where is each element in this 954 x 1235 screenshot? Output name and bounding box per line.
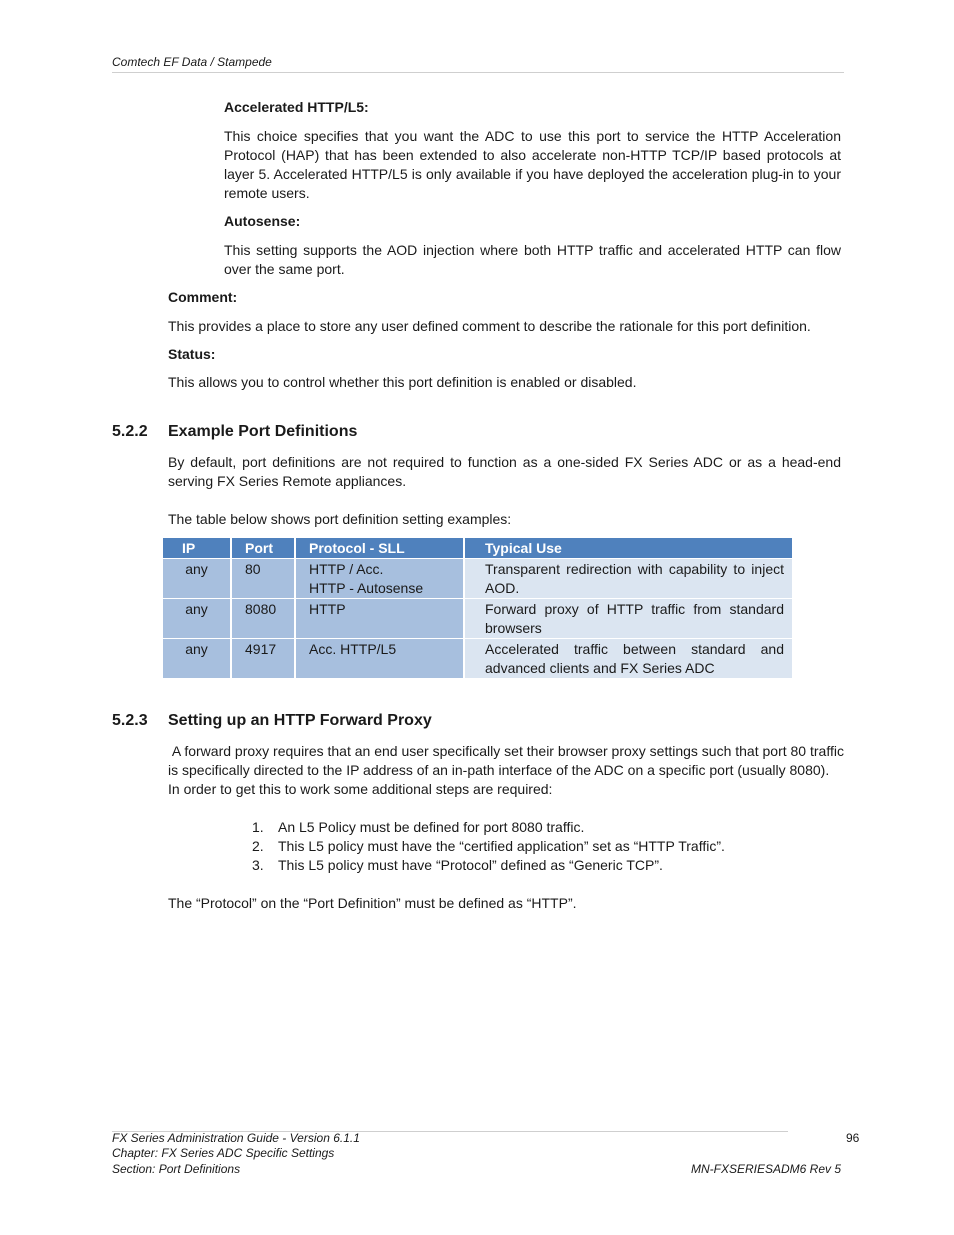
cell-protocol-line1: HTTP <box>309 601 346 617</box>
cell-ip: any <box>163 559 231 599</box>
autosense-label: Autosense: <box>224 213 301 229</box>
section-522-para2: The table below shows port definition setting examples: <box>168 511 512 527</box>
cell-ip: any <box>163 639 231 679</box>
header-ip: IP <box>163 538 231 559</box>
section-523-title: Setting up an HTTP Forward Proxy <box>168 712 432 729</box>
step-text: This L5 policy must have the “certified application” set as “HTTP Traffic”. <box>278 838 725 854</box>
step-number: 1. <box>252 819 264 835</box>
cell-protocol <box>295 639 464 679</box>
section-523-para1: A forward proxy requires that an end user specifically set their browser proxy settings such that port 80 traffic is specifically directed to the IP address of an in-path interface of the ADC on a specific port (usually 8080). In order to get this to work some additional steps are required: <box>168 743 848 797</box>
cell-port: 8080 <box>231 599 295 639</box>
step-number: 2. <box>252 838 264 854</box>
table-header-row <box>163 538 792 559</box>
cell-protocol-line1: Acc. HTTP/L5 <box>309 641 397 657</box>
page-number: 96 <box>846 1131 860 1145</box>
step-text: This L5 policy must have “Protocol” defined as “Generic TCP”. <box>278 857 663 873</box>
page-header: Comtech EF Data / Stampede <box>112 55 272 69</box>
status-body: This allows you to control whether this port definition is enabled or disabled. <box>168 374 637 390</box>
list-item <box>252 837 725 856</box>
step-number: 3. <box>252 857 264 873</box>
comment-body: This provides a place to store any user defined comment to describe the rationale for this port definition. <box>168 318 811 334</box>
table-row <box>163 559 792 599</box>
cell-protocol-line2: HTTP - Autosense <box>309 580 424 596</box>
cell-typical-use: Forward proxy of HTTP traffic from standard browsers <box>464 599 792 639</box>
header-port: Port <box>231 538 295 559</box>
comment-label: Comment: <box>168 289 238 305</box>
section-523-number: 5.2.3 <box>112 712 148 729</box>
table-row <box>163 599 792 639</box>
port-definitions-table <box>163 538 792 679</box>
header-typical-use: Typical Use <box>464 538 792 559</box>
section-522-para1: By default, port definitions are not required to function as a one-sided FX Series ADC or as a head-end serving FX Series Remote appliances. <box>168 454 841 489</box>
status-label: Status: <box>168 346 216 362</box>
footer-line1: FX Series Administration Guide - Version 6.1.1 <box>112 1131 360 1145</box>
header-rule <box>112 72 844 73</box>
document-id: MN-FXSERIESADM6 Rev 5 <box>690 1162 841 1176</box>
cell-protocol <box>295 599 464 639</box>
header-protocol: Protocol - SLL <box>295 538 464 559</box>
cell-protocol-line1: HTTP / Acc. <box>309 561 384 577</box>
section-523-para2: The “Protocol” on the “Port Definition” must be defined as “HTTP”. <box>168 895 577 911</box>
list-item <box>252 856 725 875</box>
cell-typical-use: Accelerated traffic between standard and advanced clients and FX Series ADC <box>464 639 792 679</box>
cell-protocol <box>295 559 464 599</box>
accel-label: Accelerated HTTP/L5: <box>224 99 369 115</box>
step-text: An L5 Policy must be defined for port 8080 traffic. <box>278 819 585 835</box>
cell-port: 4917 <box>231 639 295 679</box>
section-522-number: 5.2.2 <box>112 423 148 440</box>
cell-typical-use: Transparent redirection with capability to inject AOD. <box>464 559 792 599</box>
cell-ip: any <box>163 599 231 639</box>
footer-line3: Section: Port Definitions <box>112 1162 241 1176</box>
accel-body: This choice specifies that you want the ADC to use this port to service the HTTP Acceleration Protocol (HAP) that has been extended to also accelerate non-HTTP TCP/IP based protocols at layer 5. Accelerated HTTP/L5 is only available if you have deployed the acceleration plug-in to your remote users. <box>224 128 841 201</box>
list-item <box>252 818 725 837</box>
footer-line2: Chapter: FX Series ADC Specific Settings <box>112 1146 335 1160</box>
table-row <box>163 639 792 679</box>
section-522-title: Example Port Definitions <box>168 423 358 440</box>
cell-port: 80 <box>231 559 295 599</box>
steps-list <box>252 818 725 875</box>
autosense-body: This setting supports the AOD injection where both HTTP traffic and accelerated HTTP can flow over the same port. <box>224 242 841 277</box>
